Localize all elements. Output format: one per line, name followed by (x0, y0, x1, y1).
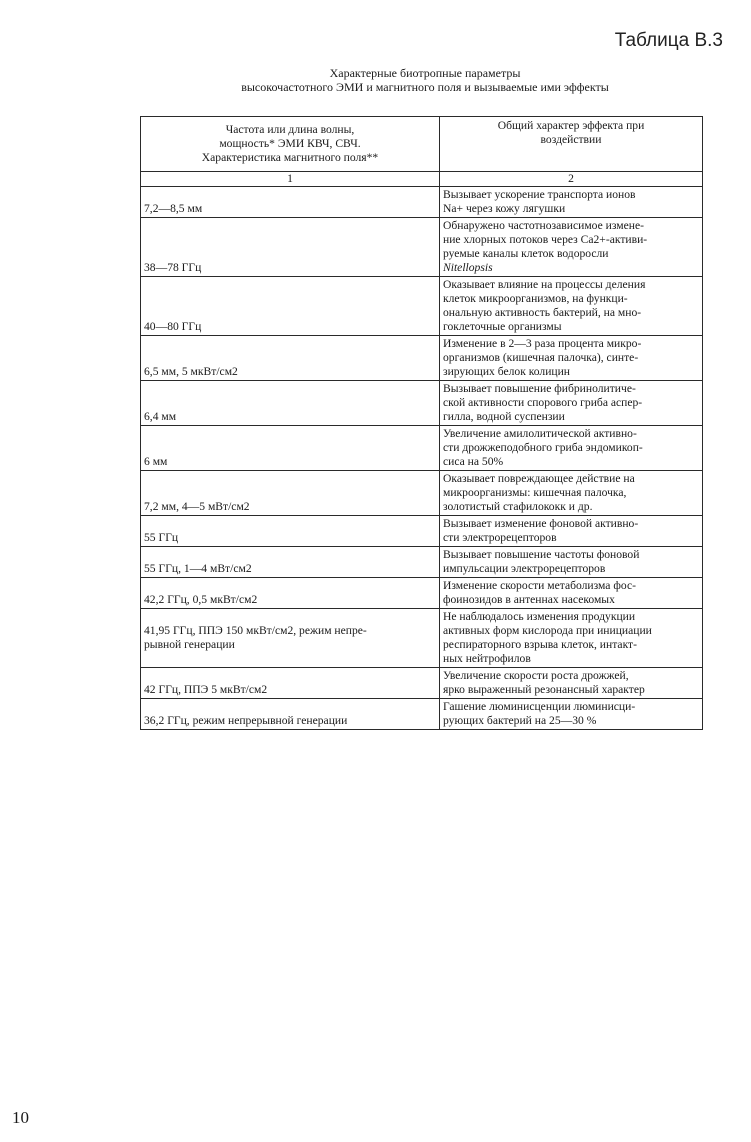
parameter-text: 6 мм (144, 455, 168, 468)
effect-line: золотистый стафилококк и др. (443, 500, 593, 513)
effect-line: Оказывает повреждающее действие на (443, 472, 635, 485)
header-line: Характеристика магнитного поля** (201, 151, 379, 164)
parameter-cell (141, 609, 440, 668)
parameter-cell (141, 699, 440, 730)
effect-line: Оказывает влияние на процессы деления (443, 278, 646, 291)
parameter-text: 7,2 мм, 4—5 мВт/см2 (144, 500, 250, 513)
effect-line: Вызывает изменение фоновой активно- (443, 517, 639, 530)
table-row (141, 277, 703, 336)
table-row (141, 547, 703, 578)
parameter-text: 6,5 мм, 5 мкВт/см2 (144, 365, 238, 378)
parameter-text: 42 ГГц, ППЭ 5 мкВт/см2 (144, 683, 268, 696)
table-label: Таблица В.3 (614, 30, 723, 51)
table-row (141, 381, 703, 426)
parameter-cell (141, 471, 440, 516)
effect-line: ской активности спорового гриба аспер- (443, 396, 643, 409)
parameter-cell (141, 426, 440, 471)
table-row (141, 218, 703, 277)
parameter-cell (141, 336, 440, 381)
parameter-cell (141, 578, 440, 609)
column-number-row (141, 172, 703, 187)
effect-cell (440, 426, 703, 471)
column-number: 2 (440, 172, 703, 187)
parameter-text: 7,2—8,5 мм (144, 202, 203, 215)
effect-line: Обнаружено частотнозависимое измене- (443, 219, 644, 232)
effect-cell (440, 516, 703, 547)
parameter-cell (141, 187, 440, 218)
effect-cell (440, 218, 703, 277)
effect-line: активных форм кислорода при инициации (443, 624, 652, 637)
parameter-text: 40—80 ГГц (144, 320, 202, 333)
parameter-text: 38—78 ГГц (144, 261, 202, 274)
effect-line: Изменение скорости метаболизма фос- (443, 579, 636, 592)
effect-line: ных нейтрофилов (443, 652, 531, 665)
parameter-cell (141, 218, 440, 277)
effect-line: Не наблюдалось изменения продукции (443, 610, 636, 623)
table-row (141, 516, 703, 547)
effect-line: сти дрожжеподобного гриба эндомикоп- (443, 441, 643, 454)
effect-line: гоклеточные организмы (443, 320, 562, 333)
effect-line: сиса на 50% (443, 455, 504, 468)
effect-line: клеток микроорганизмов, на функци- (443, 292, 628, 305)
table-row (141, 668, 703, 699)
caption-line-1: Характерные биотропные параметры (329, 66, 521, 80)
parameters-table (140, 116, 703, 730)
effect-line: Увеличение скорости роста дрожжей, (443, 669, 629, 682)
header-line: Общий характер эффекта при (497, 119, 645, 132)
effect-line: Nitellopsis (443, 261, 493, 274)
parameter-cell (141, 277, 440, 336)
caption-line-2: высокочастотного ЭМИ и магнитного поля и вызываемые ими эффекты (241, 80, 609, 94)
parameter-text: 6,4 мм (144, 410, 177, 423)
effect-line: Увеличение амилолитической активно- (443, 427, 637, 440)
parameter-cell (141, 668, 440, 699)
effect-line: Вызывает повышение частоты фоновой (443, 548, 640, 561)
parameter-text: 42,2 ГГц, 0,5 мкВт/см2 (144, 593, 258, 606)
effect-cell (440, 336, 703, 381)
table-row (141, 699, 703, 730)
effect-line: Гашение люминисценции люминисци- (443, 700, 636, 713)
effect-line: Вызывает повышение фибринолитиче- (443, 382, 636, 395)
table-row (141, 426, 703, 471)
header-cell-effect (440, 117, 703, 172)
effect-cell (440, 668, 703, 699)
effect-line: зирующих белок колицин (443, 365, 571, 378)
header-line: воздействии (540, 133, 602, 146)
effect-line: ональную активность бактерий, на мно- (443, 306, 642, 319)
parameter-line: рывной генерации (144, 638, 235, 651)
parameter-text: 55 ГГц (144, 531, 179, 544)
effect-line: организмов (кишечная палочка), синте- (443, 351, 639, 364)
table-caption (150, 66, 700, 94)
effect-line: сти электрорецепторов (443, 531, 557, 544)
parameter-cell (141, 547, 440, 578)
table-body (141, 187, 703, 730)
effect-line: фоинозидов в антеннах насекомых (443, 593, 615, 606)
effect-line: ярко выраженный резонансный характер (443, 683, 645, 696)
effect-line: импульсации электрорецепторов (443, 562, 606, 575)
effect-cell (440, 277, 703, 336)
effect-line: рующих бактерий на 25—30 % (443, 714, 597, 727)
effect-line: Вызывает ускорение транспорта ионов (443, 188, 636, 201)
effect-cell (440, 578, 703, 609)
parameter-cell (141, 516, 440, 547)
parameter-text: 36,2 ГГц, режим непрерывной генерации (144, 714, 348, 727)
effect-line: Na+ через кожу лягушки (443, 202, 566, 215)
effect-cell (440, 547, 703, 578)
effect-line: микроорганизмы: кишечная палочка, (443, 486, 627, 499)
table-row (141, 578, 703, 609)
parameter-cell (141, 381, 440, 426)
effect-line: респираторного взрыва клеток, интакт- (443, 638, 637, 651)
table-row (141, 187, 703, 218)
header-line: мощность* ЭМИ КВЧ, СВЧ. (219, 137, 361, 150)
parameter-line: 41,95 ГГц, ППЭ 150 мкВт/см2, режим непре- (144, 624, 367, 637)
effect-cell (440, 381, 703, 426)
header-row (141, 117, 703, 172)
effect-cell (440, 609, 703, 668)
table-row (141, 336, 703, 381)
page-number: 10 (12, 1108, 29, 1127)
effect-line: гилла, водной суспензии (443, 410, 565, 423)
column-number: 1 (141, 172, 440, 187)
header-line: Частота или длина волны, (225, 123, 355, 136)
effect-line: ние хлорных потоков через Ca2+-активи- (443, 233, 648, 246)
effect-line: руемые каналы клеток водоросли (443, 247, 609, 260)
effect-cell (440, 471, 703, 516)
effect-cell (440, 699, 703, 730)
effect-line: Изменение в 2—3 раза процента микро- (443, 337, 642, 350)
table-row (141, 609, 703, 668)
parameter-text: 55 ГГц, 1—4 мВт/см2 (144, 562, 252, 575)
header-cell-parameter (141, 117, 440, 172)
effect-cell (440, 187, 703, 218)
table-row (141, 471, 703, 516)
